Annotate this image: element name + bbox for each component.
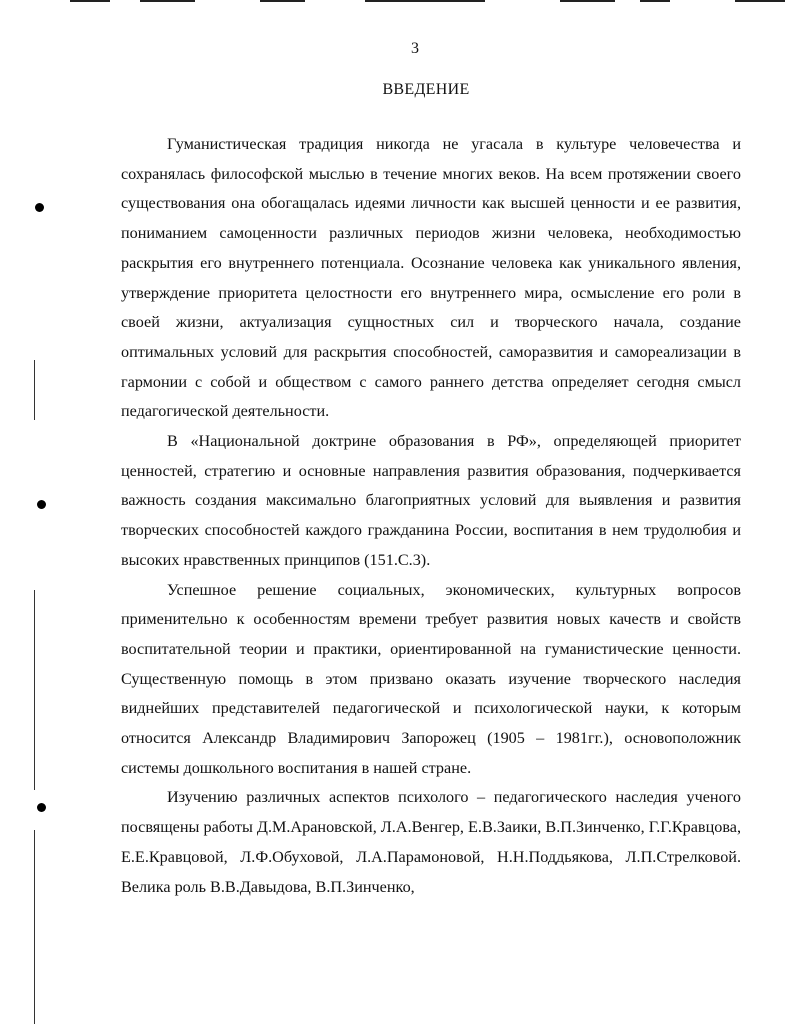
section-heading: ВВЕДЕНИЕ (382, 81, 470, 98)
page-number: 3 (411, 40, 419, 57)
paragraph: Гуманистическая традиция никогда не угасала в культуре человечества и сохранялась философской мыслью в течение многих веков. На всем протяжении своего существования она обогащалась идеями личности как высшей ценности и ее развития, пониманием самоценности различных периодов жизни человека, необходимостью раскрытия его внутреннего потенциала. Осознание человека как уникального явления, утверждение приоритета целостности его внутреннего мира, осмысление его роли в своей жизни, актуализация сущностных сил и творческого начала, создание оптимальных условий для раскрытия способностей, саморазвития и самореализации в гармонии с собой и обществом с самого раннего детства определяет сегодня смысл педагогической деятельности. (121, 135, 741, 421)
scan-top-artifacts (0, 0, 792, 6)
binder-hole-mark (35, 203, 44, 212)
paragraph: Успешное решение социальных, экономических, культурных вопросов применительно к особенностям времени требует развития новых качеств и свойств воспитательной теории и практики, ориентированной на гуманистические ценности. Существенную помощь в этом призвано оказать изучение творческого наследия виднейших представителей педагогической и психологической науки, к которым относится Александр Владимирович Запорожец (1905 – 1981гг.), основоположник системы дошкольного воспитания в нашей стране. (121, 580, 741, 777)
binder-hole-mark (37, 500, 46, 509)
scan-margin-line (34, 830, 35, 1024)
paragraph: Изучению различных аспектов психолого – педагогического наследия ученого посвящены работы Д.М.Арановской, Л.А.Венгер, Е.В.Заики, В.П.Зинченко, Г.Г.Кравцова, Е.Е.Кравцовой, Л.Ф.Обуховой, Л.А.Парамоновой, Н.Н.Поддьякова, Л.П.Стрелковой. Велика роль В.В.Давыдова, В.П.Зинченко, (121, 788, 741, 896)
binder-hole-mark (37, 803, 46, 812)
paragraph: В «Национальной доктрине образования в РФ», определяющей приоритет ценностей, стратегию и основные направления развития образования, подчеркивается важность создания максимально благоприятных условий для выявления и развития творческих способностей каждого гражданина России, воспитания в нем трудолюбия и высоких нравственных принципов (151.С.3). (121, 432, 741, 569)
body-text (121, 130, 741, 902)
scan-margin-line (34, 360, 35, 420)
scan-margin-line (34, 590, 35, 790)
